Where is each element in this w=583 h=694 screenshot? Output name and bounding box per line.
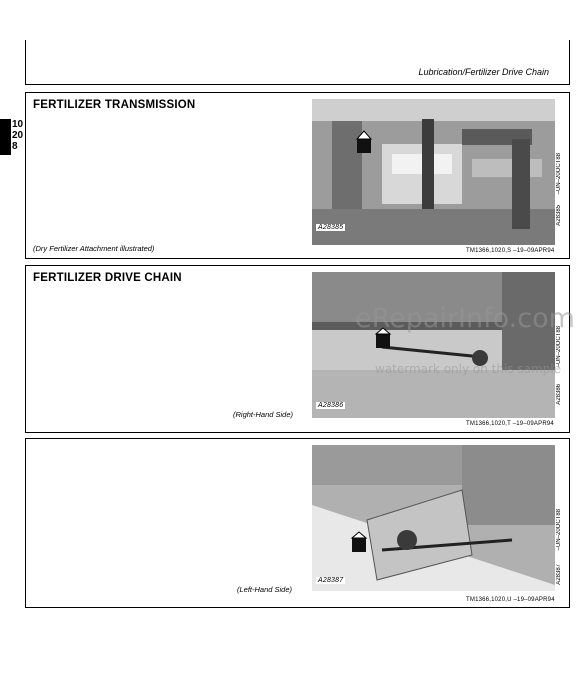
photo-vertical-code: –UN–20OCT88: [556, 153, 562, 195]
header-title: Lubrication/Fertilizer Drive Chain: [418, 67, 549, 77]
reference-code: TM1366,1020,T –19–09APR94: [466, 421, 554, 427]
photo-label: A28386: [318, 402, 344, 409]
section-tab-number-1: 10: [12, 119, 24, 130]
photo-label: A28387: [318, 577, 344, 584]
photo-caption: (Dry Fertilizer Attachment illustrated): [33, 244, 155, 253]
running-header: [25, 40, 570, 85]
watermark-site: eRepairInfo.com: [355, 303, 575, 334]
photo-vertical-code: –UN–20OCT88: [556, 509, 562, 551]
photo-caption: (Left-Hand Side): [237, 585, 293, 594]
section-tab: [0, 119, 11, 155]
section-left-hand-drive-chain: [25, 438, 570, 608]
right-hand-drive-chain-photo: [312, 272, 555, 418]
section-title: FERTILIZER DRIVE CHAIN: [33, 272, 182, 284]
photo-code: A28386: [556, 384, 562, 405]
photo-label: A28385: [318, 224, 344, 231]
left-hand-drive-chain-photo: [312, 445, 555, 591]
watermark-note: watermark only on this sample: [375, 362, 562, 376]
section-fertilizer-drive-chain: [25, 265, 570, 433]
reference-code: TM1366,1020,U –19–09APR94: [466, 597, 555, 603]
photo-code: A28387: [556, 564, 562, 585]
transmission-photo: [312, 99, 555, 245]
section-fertilizer-transmission: [25, 92, 570, 259]
photo-vertical-code: –UN–20OCT88: [556, 326, 562, 368]
section-tab-number-2: 20: [12, 130, 24, 141]
section-title: FERTILIZER TRANSMISSION: [33, 99, 196, 111]
reference-code: TM1366,1020,S –19–09APR94: [466, 248, 555, 254]
photo-code: A28385: [556, 205, 562, 226]
photo-caption: (Right-Hand Side): [233, 410, 294, 419]
section-tab-number-3: 8: [12, 141, 18, 152]
